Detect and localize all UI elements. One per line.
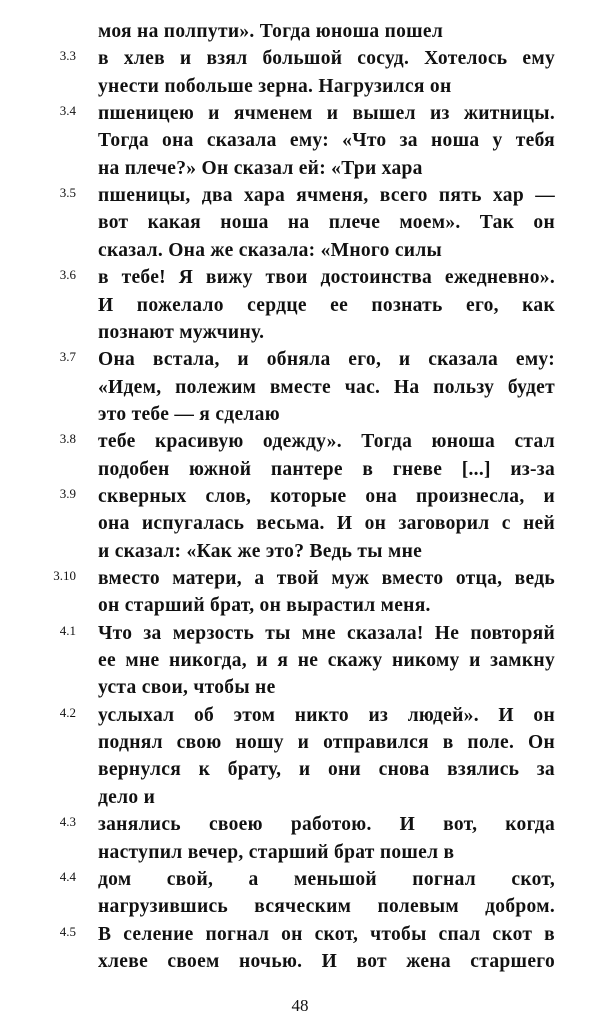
- text-line: моя на полпути». Тогда юноша пошел: [98, 21, 444, 42]
- text-line: занялись своею работою. И вот, когда: [98, 814, 555, 836]
- text-line: Она встала, и обняла его, и сказала ему:: [98, 349, 555, 371]
- text-line: и сказал: «Как же это? Ведь ты мне: [98, 540, 423, 562]
- text-line: пшеницею и ячменем и вышел из житницы.: [98, 103, 555, 125]
- text-line: ее мне никогда, и я не скажу никому и замкну: [98, 650, 555, 672]
- text-line: И пожелало сердце ее познать его, как: [98, 294, 555, 316]
- text-line: она испугалась весьма. И он заговорил с ней: [98, 513, 555, 535]
- text-line: нагрузившись всяческим полевым добром.: [98, 896, 555, 918]
- verse-number: 4.4: [59, 868, 76, 884]
- text-line: наступил вечер, старший брат пошел в: [98, 841, 455, 863]
- verse-number: 3.3: [59, 48, 76, 64]
- verse-number: 4.2: [59, 704, 76, 720]
- text-line: дело и: [98, 786, 156, 808]
- text-line: в хлев и взял большой сосуд. Хотелось ему: [98, 48, 555, 70]
- page-number: 48: [291, 996, 309, 1015]
- verse-number: 3.5: [59, 185, 76, 201]
- text-line: дом свой, а меньшой погнал скот,: [98, 868, 555, 890]
- text-line: вот какая ноша на плече моем». Так он: [98, 212, 555, 234]
- verse-number: 3.7: [59, 349, 76, 365]
- text-line: хлеве своем ночью. И вот жена старшего: [98, 950, 555, 972]
- text-line: Тогда она сказала ему: «Что за ноша у тебя: [98, 130, 555, 152]
- verse-number: 3.9: [59, 485, 76, 501]
- verse-number: 3.6: [59, 267, 76, 283]
- text-line: это тебе — я сделаю: [98, 403, 280, 425]
- text-line: унести побольше зерна. Нагрузился он: [98, 75, 452, 97]
- text-line: услыхал об этом никто из людей». И он: [98, 704, 555, 726]
- text-line: вернулся к брату, и они снова взялись за: [98, 759, 555, 781]
- text-line: в тебе! Я вижу твои достоинства ежедневно».: [98, 267, 555, 289]
- text-line: вместо матери, а твой муж вместо отца, ведь: [98, 568, 555, 589]
- verse-number: 3.8: [59, 431, 76, 447]
- text-line: он старший брат, он вырастил меня.: [98, 595, 431, 617]
- verse-number: 3.10: [53, 568, 76, 583]
- text-line: познают мужчину.: [98, 321, 265, 343]
- text-line: Что за мерзость ты мне сказала! Не повторяй: [98, 622, 555, 644]
- verse-number: 4.1: [59, 622, 76, 638]
- text-line: скверных слов, которые она произнесла, и: [98, 485, 555, 507]
- text-line: подобен южной пантере в гневе [...] из-за: [98, 458, 555, 480]
- text-line: тебе красивую одежду». Тогда юноша стал: [98, 431, 555, 453]
- text-line: В селение погнал он скот, чтобы спал скот в: [98, 923, 555, 945]
- text-line: поднял свою ношу и отправился в поле. Он: [98, 732, 555, 754]
- text-line: «Идем, полежим вместе час. На пользу будет: [98, 376, 555, 398]
- text-line: на плече?» Он сказал ей: «Три хара: [98, 157, 423, 179]
- text-line: сказал. Она же сказала: «Много силы: [98, 239, 443, 261]
- verse-number: 4.3: [59, 814, 76, 830]
- verse-number: 4.5: [59, 923, 76, 939]
- text-line: пшеницы, два хара ячменя, всего пять хар —: [98, 185, 555, 207]
- verse-number: 3.4: [59, 103, 76, 119]
- text-line: уста свои, чтобы не: [98, 677, 276, 699]
